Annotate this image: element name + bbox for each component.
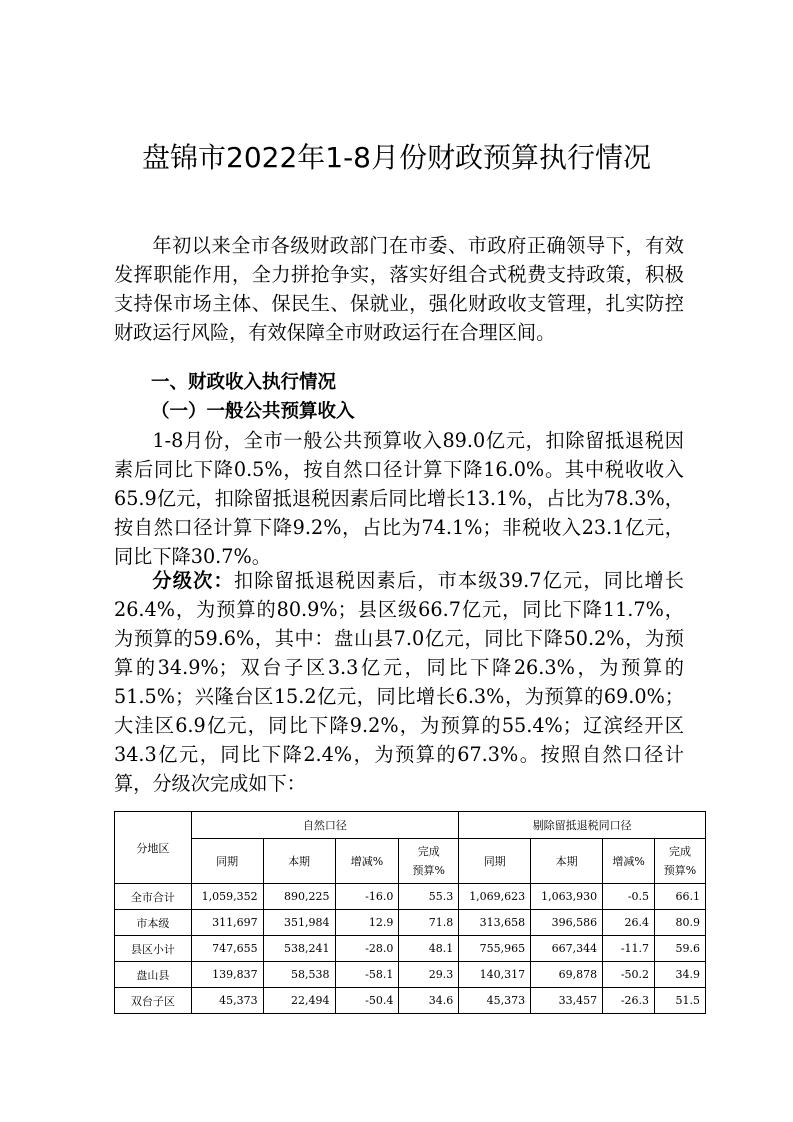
table-cell: 755,965 bbox=[459, 936, 531, 962]
table-cell: 351,984 bbox=[263, 910, 335, 936]
col-budget-adjusted: 完成 预算% bbox=[655, 839, 706, 884]
table-cell: 33,457 bbox=[531, 988, 603, 1014]
intro-paragraph: 年初以来全市各级财政部门在市委、市政府正确领导下，有效发挥职能作用，全力拼抢争实，落实好组合式税费支持政策，积极支持保市场主体、保民生、保就业，强化财政收支管理，扎实防控财政运行风险，有效保障全市财政运行在合理区间。 bbox=[114, 234, 684, 344]
table-cell: 313,658 bbox=[459, 910, 531, 936]
table-cell: 71.8 bbox=[399, 910, 459, 936]
level-block bbox=[114, 566, 684, 798]
section-block bbox=[114, 368, 684, 426]
table-cell: 29.3 bbox=[399, 962, 459, 988]
table-cell: -58.1 bbox=[335, 962, 399, 988]
table-cell: -50.2 bbox=[603, 962, 655, 988]
table-cell: 1,059,352 bbox=[191, 884, 263, 910]
table-cell: -26.3 bbox=[603, 988, 655, 1014]
table-cell: 140,317 bbox=[459, 962, 531, 988]
col-prev-adjusted: 同期 bbox=[459, 839, 531, 884]
row-region-name: 双台子区 bbox=[115, 988, 192, 1014]
row-region-name: 市本级 bbox=[115, 910, 192, 936]
col-curr-adjusted: 本期 bbox=[531, 839, 603, 884]
table-row bbox=[115, 936, 706, 962]
table-cell: 139,837 bbox=[191, 962, 263, 988]
table-cell: 26.4 bbox=[603, 910, 655, 936]
section-heading-revenue: 一、财政收入执行情况 bbox=[151, 372, 337, 393]
table-row bbox=[115, 910, 706, 936]
table-cell: 890,225 bbox=[263, 884, 335, 910]
table-cell: -11.7 bbox=[603, 936, 655, 962]
table-cell: 45,373 bbox=[191, 988, 263, 1014]
table-cell: 55.3 bbox=[399, 884, 459, 910]
table-cell: 34.6 bbox=[399, 988, 459, 1014]
table-cell: 538,241 bbox=[263, 936, 335, 962]
table-row bbox=[115, 884, 706, 910]
col-budget-natural: 完成 预算% bbox=[399, 839, 459, 884]
table-cell: 1,063,930 bbox=[531, 884, 603, 910]
table-cell: -0.5 bbox=[603, 884, 655, 910]
table-cell: 311,697 bbox=[191, 910, 263, 936]
table-cell: 1,069,623 bbox=[459, 884, 531, 910]
row-region-name: 县区小计 bbox=[115, 936, 192, 962]
table-cell: 45,373 bbox=[459, 988, 531, 1014]
table-cell: 747,655 bbox=[191, 936, 263, 962]
level-text: 扣除留抵退税因素后，市本级39.7亿元，同比增长26.4%，为预算的80.9%；县区级66.7亿元，同比下降11.7%，为预算的59.6%，其中：盘山县7.0亿元，同比下降50.2%，为预算的34.9%；双台子区3.3亿元，同比下降26.3%，为预算的51.5%；兴隆台区15.2亿元，同比增长6.3%，为预算的69.0%；大洼区6.9亿元，同比下降9.2%，为预算的55.4%；辽滨经开区34.3亿元，同比下降2.4%，为预算的67.3%。按照自然口径计算，分级次完成如下： bbox=[114, 569, 684, 795]
table-cell: 22,494 bbox=[263, 988, 335, 1014]
row-region-name: 全市合计 bbox=[115, 884, 192, 910]
table-cell: 69,878 bbox=[531, 962, 603, 988]
region-header: 分地区 bbox=[115, 812, 192, 884]
table-cell: 396,586 bbox=[531, 910, 603, 936]
table-row bbox=[115, 988, 706, 1014]
col-prev-natural: 同期 bbox=[191, 839, 263, 884]
table-cell: -16.0 bbox=[335, 884, 399, 910]
col-curr-natural: 本期 bbox=[263, 839, 335, 884]
table-cell: 12.9 bbox=[335, 910, 399, 936]
table-cell: -28.0 bbox=[335, 936, 399, 962]
revenue-paragraph: 1-8月份，全市一般公共预算收入89.0亿元，扣除留抵退税因素后同比下降0.5%，按自然口径计算下降16.0%。其中税收收入65.9亿元，扣除留抵退税因素后同比增长13.1%，占比为78.3%，按自然口径计算下降9.2%，占比为74.1%；非税收入23.1亿元，同比下降30.7%。 bbox=[114, 429, 684, 568]
intro-block bbox=[114, 231, 684, 347]
level-lead: 分级次： bbox=[152, 569, 234, 592]
table-cell: 48.1 bbox=[399, 936, 459, 962]
table-cell: 667,344 bbox=[531, 936, 603, 962]
table-cell: 58,538 bbox=[263, 962, 335, 988]
col-change-adjusted: 增减% bbox=[603, 839, 655, 884]
table-cell: 59.6 bbox=[655, 936, 706, 962]
revenue-table bbox=[114, 811, 706, 1014]
table-cell: 34.9 bbox=[655, 962, 706, 988]
level-paragraph bbox=[114, 566, 684, 798]
table-row bbox=[115, 962, 706, 988]
adjusted-caliber-header: 剔除留抵退税同口径 bbox=[459, 812, 706, 839]
table-cell: 66.1 bbox=[655, 884, 706, 910]
table-cell: -50.4 bbox=[335, 988, 399, 1014]
row-region-name: 盘山县 bbox=[115, 962, 192, 988]
natural-caliber-header: 自然口径 bbox=[191, 812, 459, 839]
document-title: 盘锦市2022年1-8月份财政预算执行情况 bbox=[142, 141, 651, 174]
subsection-heading-general-budget: （一）一般公共预算收入 bbox=[151, 401, 355, 422]
table-cell: 80.9 bbox=[655, 910, 706, 936]
table-cell: 51.5 bbox=[655, 988, 706, 1014]
col-change-natural: 增减% bbox=[335, 839, 399, 884]
revenue-block bbox=[114, 426, 684, 571]
